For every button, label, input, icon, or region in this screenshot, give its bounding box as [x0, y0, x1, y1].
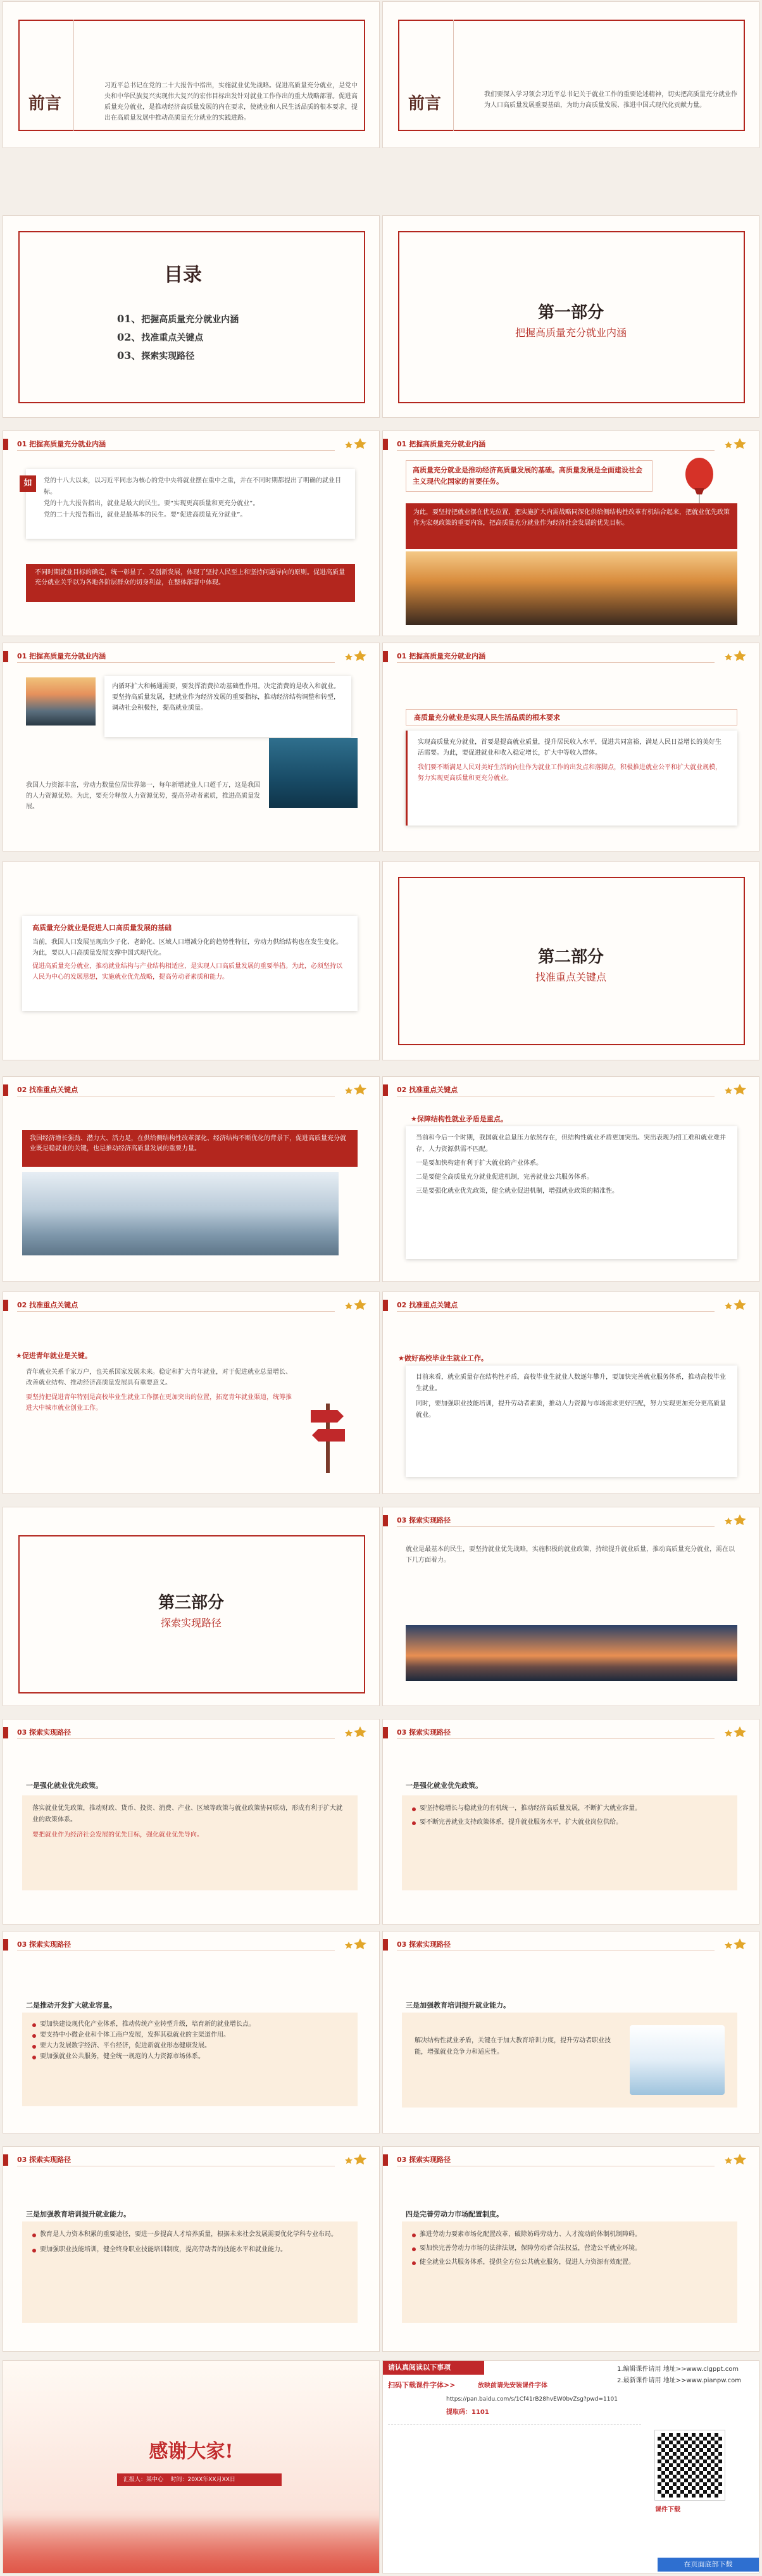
- section-heading: 四是完善劳动力市场配置制度。: [406, 2210, 503, 2218]
- slide-header: 02 找准重点关键点: [397, 1086, 458, 1094]
- section-heading: ★做好高校毕业生就业工作。: [398, 1354, 488, 1362]
- slide-content: [382, 1507, 759, 1706]
- slide-content: [382, 1291, 759, 1494]
- slide-part3: [3, 1507, 380, 1706]
- mountain-image: [22, 1172, 339, 1255]
- font-install-note: 放映前请先安装课件字体: [478, 2382, 547, 2389]
- stars-icon: [341, 1938, 370, 1949]
- slide-thanks: [3, 2360, 380, 2573]
- stars-icon: [341, 2153, 370, 2164]
- toc-list: [117, 311, 332, 362]
- sea-image: [269, 738, 358, 808]
- section-heading: 一是强化就业优先政策。: [26, 1781, 103, 1790]
- section-heading: 三是加强教育培训提升就业能力。: [26, 2210, 130, 2218]
- slide-header: 01 把握高质量充分就业内涵: [397, 440, 486, 448]
- slide-content: [3, 1719, 380, 1925]
- toc-title: 目录: [164, 264, 202, 286]
- download-url[interactable]: https://pan.baidu.com/s/1Cf41rB28hvEW0bvZsg?pwd=1101: [446, 2396, 618, 2403]
- stars-icon: [341, 1083, 370, 1095]
- stars-icon: [721, 1726, 750, 1737]
- edit-link[interactable]: 1.编辑课件请用 地址>>www.clgppt.com: [617, 2366, 739, 2373]
- qr-code-icon: [655, 2430, 725, 2500]
- section-heading: 二是推动开发扩大就业容量。: [26, 2001, 116, 2009]
- balloon-icon: [680, 456, 718, 507]
- badge: 如: [20, 475, 36, 492]
- stars-icon: [341, 437, 370, 449]
- slide-content: [3, 1931, 380, 2133]
- slide-header: 03 探索实现路径: [17, 1728, 72, 1737]
- extraction-code: 提取码：1101: [446, 2409, 489, 2416]
- text-panel: 教育是人力资本积累的重要途径，要进一步提高人才培养质量，根据未来社会发展需要优化学科专业布局。 要加强职业技能培训，健全终身职业技能培训制度，提高劳动者的技能水平和就业能力。: [22, 2221, 358, 2323]
- stars-icon: [721, 1298, 750, 1310]
- section-heading: 三是加强教育培训提升就业能力。: [406, 2001, 510, 2009]
- stars-icon: [721, 1514, 750, 1525]
- download-button[interactable]: 在页面底部下载: [658, 2558, 759, 2572]
- slide-header: 03 探索实现路径: [397, 1516, 451, 1524]
- slide-header: 03 探索实现路径: [17, 2156, 72, 2164]
- text-panel: 解决结构性就业矛盾，关键在于加大教育培训力度，提升劳动者职业技能，增强就业竞争力和适应性。: [402, 2013, 737, 2108]
- font-download-link[interactable]: 扫码下载课件字体>>: [388, 2381, 456, 2389]
- slide-header: 03 探索实现路径: [397, 1940, 451, 1949]
- toc-item[interactable]: 01、把握高质量充分就业内涵: [117, 313, 239, 325]
- signpost-icon: [306, 1397, 350, 1473]
- section-heading: ★保障结构性就业矛盾是重点。: [411, 1115, 508, 1123]
- text-card: 当前和今后一个时期，我国就业总量压力依然存在，但结构性就业矛盾更加突出。突出表现为招工难和就业难并存，人力资源供需不匹配。 一是要加快构建有利于扩大就业的产业体系。 二是要健全高质量充分就业促进机制，完善就业公共服务体系。 三是要强化就业优先政策，健全就业促进机制，增强就业政策的精准性。: [406, 1126, 737, 1259]
- slide-content: [3, 2146, 380, 2352]
- text-panel: 要坚持稳增长与稳就业的有机统一，推动经济高质量发展，不断扩大就业容量。 要不断完善就业支持政策体系，提升就业服务水平，扩大就业岗位供给。: [402, 1795, 737, 1890]
- qr-label: 课件下载: [655, 2506, 680, 2513]
- slide-part1: [382, 215, 759, 418]
- stars-icon: [341, 650, 370, 661]
- paragraph: 我国人力资源丰富，劳动力数量位居世界第一，每年新增就业人口超千万，这是我国的人力资源优势。为此，要充分释放人力资源优势，提高劳动者素质，推进高质量发展。: [26, 782, 260, 810]
- stars-icon: [341, 1298, 370, 1310]
- slide-content: [382, 643, 759, 851]
- part-subtitle: 把握高质量充分就业内涵: [515, 327, 627, 339]
- stars-icon: [721, 1938, 750, 1949]
- slide-header: 03 探索实现路径: [17, 1940, 72, 1949]
- text-card: 实现高质量充分就业，首要是提高就业质量，提升居民收入水平，促进共同富裕，满足人民日益增长的美好生活需要。为此，要促进就业和收入稳定增长，扩大中等收入群体。 我们要不断满足人民对美好生活的向往作为就业工作的出发点和落脚点，积极推进就业公平和扩大就业规模，努力实现更高质量和更充分就业。: [406, 731, 737, 826]
- slide-content: [382, 2146, 759, 2352]
- slide-header: 01 把握高质量充分就业内涵: [397, 652, 486, 660]
- slide-content: [3, 1291, 380, 1494]
- toc-item[interactable]: 02、找准重点关键点: [117, 331, 204, 343]
- preface-text: 我们要深入学习领会习近平总书记关于就业工作的重要论述精神，切实把高质量充分就业作为人口高质量发展重要基础，为助力高质量发展、推进中国式现代化贡献力量。: [484, 91, 737, 109]
- highlight-box: 高质量充分就业是推动经济高质量发展的基础。高质量发展是全面建设社会主义现代化国家的首要任务。: [406, 460, 653, 492]
- slide-preface-1: [3, 1, 380, 148]
- red-banner: 我国经济增长强劲、潜力大、活力足，在供给侧结构性改革深化、经济结构不断优化的背景下，促进高质量充分就业既是稳就业的关键，也是推动经济高质量发展的重要力量。: [22, 1130, 358, 1167]
- text-card: 目前来看，就业质量存在结构性矛盾，高校毕业生就业人数逐年攀升，要加快完善就业服务体系，推动高校毕业生就业。 同时，要加强职业技能培训，提升劳动者素质，推动人力资源与市场需求更好匹配，努力实现更加充分更高质量就业。: [406, 1366, 737, 1477]
- red-banner: 不同时期就业目标的确定，统一彰显了、又创新发展，体现了坚持人民至上和坚持问题导向的原则。促进高质量充分就业关乎以为各地各阶层群众的切身利益，在整体部署中体现。: [26, 564, 355, 602]
- preface-title: 前言: [28, 94, 62, 113]
- slide-toc: [3, 215, 380, 418]
- slide-download-notice: [382, 2360, 759, 2573]
- slide-header: 02 找准重点关键点: [17, 1086, 78, 1094]
- text-panel: 要加快建设现代化产业体系，推动传统产业转型升级，培育新的就业增长点。 要支持中小微企业和个体工商户发展，发挥其稳就业的主渠道作用。 要大力发展数字经济、平台经济，促进新就业形态健康发展。 要加强就业公共服务，健全统一规范的人力资源市场体系。: [22, 2013, 358, 2106]
- iceberg-image: [630, 2025, 725, 2095]
- part-subtitle: 找准重点关键点: [535, 971, 606, 983]
- section-heading: ★促进青年就业是关键。: [16, 1352, 92, 1360]
- preface-text: 习近平总书记在党的二十大报告中指出，实施就业优先战略。促进高质量充分就业，是党中央和中华民族复兴实现伟大复兴的宏伟目标出发针对就业工作作出的重大战略部署。促进高质量充分就业，是推动经济高质量发展的内在要求，使就业和人民生活品质的根本要求，提出在高质量发展中推动高质量充分就业的实践进路。: [104, 82, 358, 122]
- slide-content: [382, 1931, 759, 2133]
- slide-content: [382, 430, 759, 636]
- part-subtitle: 探索实现路径: [160, 1617, 222, 1629]
- text-panel: 落实就业优先政策，推动财政、货币、投资、消费、产业、区域等政策与就业政策协同联动，形成有利于扩大就业的政策体系。 要把就业作为经济社会发展的优先目标，强化就业优先导向。: [22, 1795, 358, 1890]
- slide-content: [382, 1719, 759, 1925]
- part-title: 第三部分: [158, 1593, 224, 1612]
- slide-header: 03 探索实现路径: [397, 1728, 451, 1737]
- text-card: 内循环扩大和畅通需要，要发挥消费拉动基础性作用。决定消费的是收入和就业。要坚持高质量发展，把就业作为经济发展的重要指标，推动经济结构调整和转型，调动社会积极性，提高就业质量。: [104, 676, 351, 737]
- great-wall-image: [406, 551, 737, 625]
- highlight-box: 高质量充分就业是实现人民生活品质的根本要求: [406, 709, 737, 726]
- part-title: 第二部分: [537, 948, 604, 967]
- reporter-bar: 汇报人：某中心 时间：20XX年XX月XX日: [117, 2473, 282, 2486]
- paragraph: 青年就业关系千家万户，也关系国家发展未来。稳定和扩大青年就业，对于促进就业总量增长、改善就业结构、推动经济高质量发展具有重要意义。 要坚持把促进青年特别是高校毕业生就业工作摆在更加突出的位置，拓宽青年就业渠道，统筹推进大中城市就业创业工作。: [26, 1369, 292, 1412]
- slide-header: 03 探索实现路径: [397, 2156, 451, 2164]
- slide-header: 02 找准重点关键点: [17, 1301, 78, 1309]
- slide-preface-2: [382, 1, 759, 148]
- slide-header: 02 找准重点关键点: [397, 1301, 458, 1309]
- slide-content: [3, 430, 380, 636]
- section-heading: 一是强化就业优先政策。: [406, 1781, 482, 1790]
- city-skyline-image: [406, 1625, 737, 1681]
- text-panel: 推进劳动力要素市场化配置改革，破除妨碍劳动力、人才流动的体制机制障碍。 要加快完善劳动力市场的法律法规，保障劳动者合法权益，营造公平就业环境。 健全就业公共服务体系，提供全方位公共就业服务，促进人力资源有效配置。: [402, 2221, 737, 2323]
- stars-icon: [341, 1726, 370, 1737]
- part-title: 第一部分: [537, 303, 604, 322]
- slide-part2: [382, 861, 759, 1060]
- notice-title: 请认真阅读以下事项: [383, 2361, 484, 2375]
- slide-content: [3, 861, 380, 1060]
- stars-icon: [721, 437, 750, 449]
- toc-item[interactable]: 03、探索实现路径: [117, 349, 195, 361]
- stars-icon: [721, 1083, 750, 1095]
- paragraph: 就业是最基本的民生，要坚持就业优先战略，实施积极的就业政策，持续提升就业质量，推动高质量充分就业，需在以下几方面着力。: [406, 1546, 735, 1564]
- slide-header: 01 把握高质量充分就业内涵: [17, 652, 106, 660]
- stars-icon: [721, 2153, 750, 2164]
- text-card: 如 党的十八大以来，以习近平同志为核心的党中央将就业摆在重中之重，并在不同时期都提出了明确的就业目标。 党的十九大报告指出，就业是最大的民生。要“实现更高质量和更充分就业”。 党的二十大报告指出，就业是最基本的民生。要“促进高质量充分就业”。: [26, 469, 355, 539]
- thanks-title: 感谢大家!: [149, 2441, 234, 2463]
- preface-title: 前言: [408, 94, 442, 113]
- text-card: 高质量充分就业是促进人口高质量发展的基础 当前，我国人口发展呈现出少子化、老龄化、区域人口增减分化的趋势性特征，劳动力供给结构也在发生变化。为此，要以人口高质量发展支撑中国式现代化。 促进高质量充分就业，推动就业结构与产业结构相适应，是实现人口高质量发展的重要举措。为此，必须坚持以人民为中心的发展思想，实施就业优先战略，提高劳动者素质和能力。: [22, 916, 358, 1011]
- slide-content: [3, 1076, 380, 1282]
- stars-icon: [721, 650, 750, 661]
- coast-image: [26, 677, 96, 726]
- latest-link[interactable]: 2.最新课件请用 地址>>www.pianpw.com: [617, 2377, 742, 2384]
- slide-content: [382, 1076, 759, 1282]
- slide-header: 01 把握高质量充分就业内涵: [17, 440, 106, 448]
- red-banner: 为此，要坚持把就业摆在优先位置，把实施扩大内需战略同深化供给侧结构性改革有机结合起来，把就业优先政策作为宏观政策的重要内容，把高质量充分就业作为经济社会发展的优先目标。: [406, 503, 737, 549]
- slide-content: [3, 643, 380, 851]
